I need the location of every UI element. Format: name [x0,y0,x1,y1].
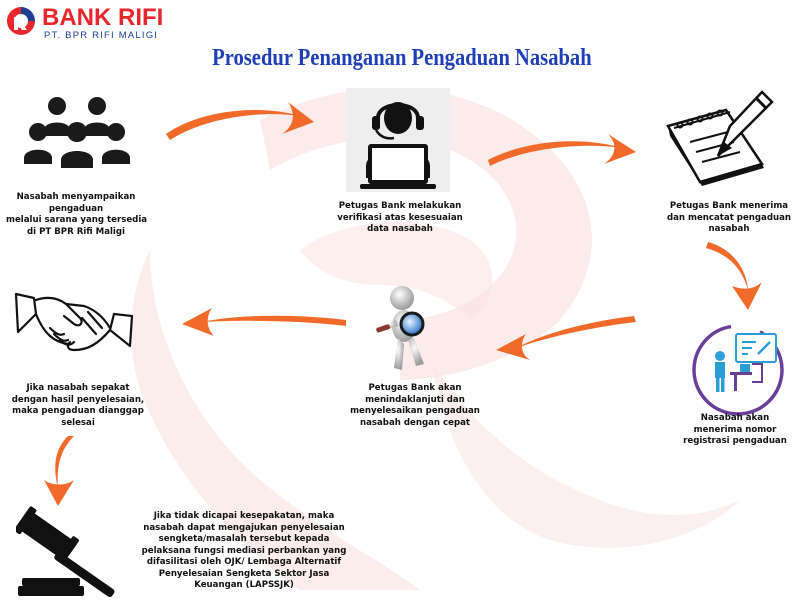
call-center-agent-icon [346,88,450,192]
step5-line: menindaklanjuti dan [365,394,465,405]
step7-line: difasilitasi oleh OJK/ Lembaga Alternatif [146,557,342,567]
step1-line: di PT BPR Rifi Maligi [27,226,125,237]
step7-line: nasabah dapat mengajukan penyelesaian [143,522,345,533]
page-title: Prosedur Penanganan Pengaduan Nasabah [212,44,592,71]
step3-line: dan mencatat pengaduan [666,212,792,223]
step2-line: verifikasi atas kesesuaian [337,212,463,223]
step4-line: menerima nomor [693,424,777,435]
step5-line: nasabah dengan cepat [359,417,471,428]
company-name: PT. BPR RIFI MALIGI [44,30,159,41]
step7-line: sengketa/masalah tersebut kepada [158,534,330,544]
step5-line: Petugas Bank akan [368,383,462,393]
step1-line: pengaduan [48,203,104,214]
arrow-step6-to-step7 [34,434,90,508]
step2-caption [330,201,470,236]
step6-caption [4,383,152,426]
people-group-icon [22,92,132,176]
bank-rifi-logo-mark-icon [6,6,36,38]
handshake-icon [14,284,134,374]
step7-line: Penyelesaian Sengketa Sektor Jasa [158,568,330,579]
step7-line: pelaksana fungsi mediasi perbankan yang [141,545,347,556]
registration-screen-icon [690,322,786,418]
step5-caption [340,383,490,429]
step1-line: Nasabah menyampaikan [16,192,136,202]
brand-part1: BANK [42,4,112,31]
step5-line: menyelesaikan pengaduan [350,406,480,416]
step4-caption [674,413,796,448]
step6-line: maka pengaduan dianggap [12,406,144,416]
step2-line: Petugas Bank melakukan [338,201,462,211]
step3-caption [660,201,798,236]
arrow-step4-to-step5 [490,308,640,364]
arrow-step2-to-step3 [482,112,642,168]
step6-line: dengan hasil penyelesaian, [11,394,145,405]
bank-logo [6,4,206,42]
step4-line: registrasi pengaduan [683,436,787,446]
arrow-step3-to-step4 [700,238,772,314]
step1-line: melalui sarana yang tersedia [6,215,148,225]
gavel-icon [16,506,128,598]
step6-line: Jika nasabah sepakat [26,383,130,393]
step6-line: selesai [61,417,95,426]
step3-line: Petugas Bank menerima [669,201,789,211]
step7-line: Keuangan (LAPSSJK) [194,580,294,590]
step4-line: Nasabah akan [700,413,770,423]
step7-caption [138,511,350,592]
step2-line: data nasabah [367,224,433,234]
arrow-step5-to-step6 [178,300,350,340]
brand-name [42,5,163,31]
notepad-pencil-icon [660,86,778,190]
step3-line: nasabah [708,224,750,234]
arrow-step1-to-step2 [160,88,320,144]
step7-line: Jika tidak dicapai kesepakatan, maka [153,511,335,521]
brand-part2: RIFI [118,4,164,31]
magnifier-figure-icon [372,284,438,376]
step1-caption [6,192,146,238]
